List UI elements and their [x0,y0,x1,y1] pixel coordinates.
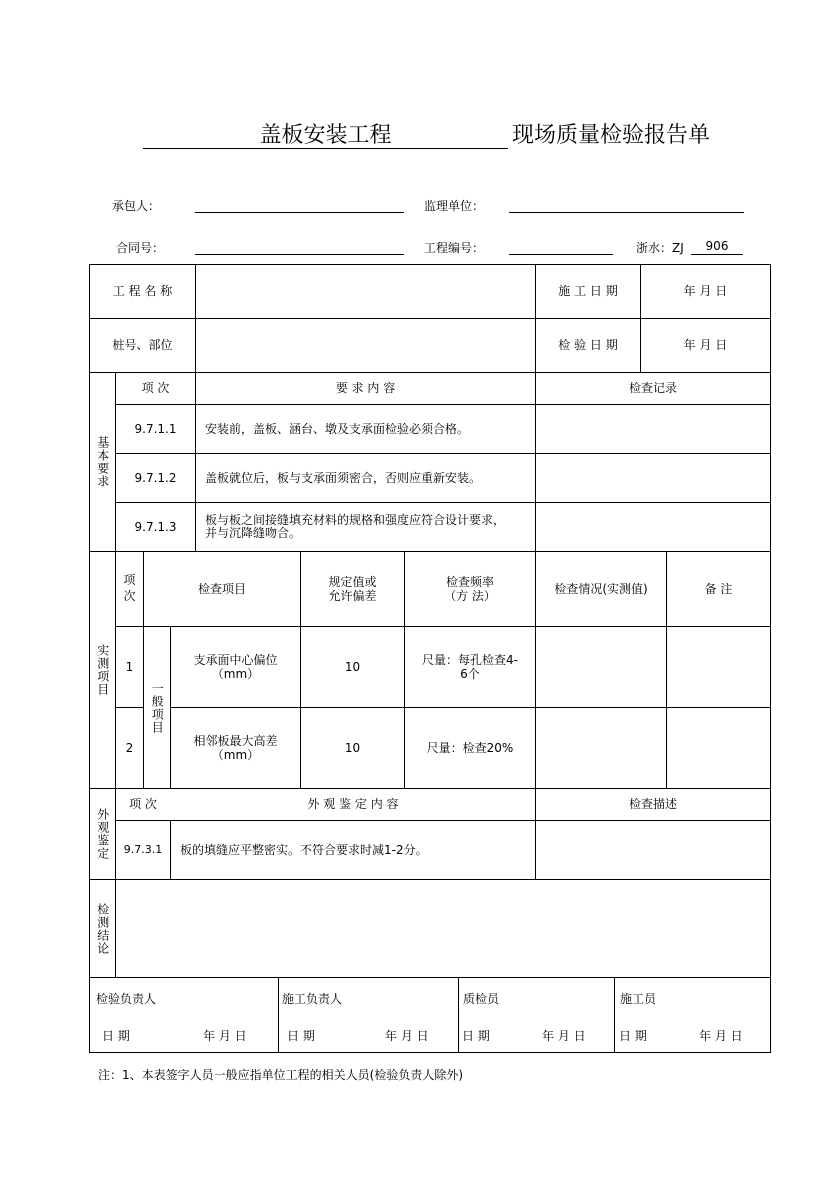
basic-row-text: 盖板就位后，板与支承面须密合，否则应重新安装。 [205,470,482,485]
form-number-underline [691,254,743,255]
measured-row-result[interactable] [536,627,666,707]
basic-col-record: 检查记录 [628,381,677,396]
constructor-date-value[interactable]: 年 月 日 [385,1029,429,1043]
appearance-row-text: 板的填缝应平整密实。不符合要求时减1-2分。 [180,842,428,857]
measured-col-result: 检查情况(实测值) [554,581,648,596]
basic-row-text: 安装前，盖板、涵台、墩及支承面检验必须合格。 [205,421,470,436]
appearance-section-label: 外观鉴定 [95,808,110,860]
conclusion-value[interactable] [116,880,770,977]
measured-row-item: 支承面中心偏位（mm） [193,652,278,681]
project-no-label: 工程编号： [424,241,485,255]
quality-date-label: 日 期 [462,1029,490,1043]
appearance-col-desc: 检查描述 [628,797,677,812]
measured-col-item: 项次 [123,573,136,603]
title-report: 现场质量检验报告单 [512,123,711,148]
constructor-label: 施工负责人 [282,992,343,1006]
measured-row-limit: 10 [344,740,361,755]
basic-col-item: 项 次 [141,381,170,396]
basic-row-record[interactable] [536,454,770,502]
constructor-date-label: 日 期 [287,1029,315,1043]
project-name-label: 工 程 名 称 [112,284,173,299]
start-date-value[interactable]: 年 月 日 [683,284,728,299]
basic-row-code: 9.7.1.1 [134,421,177,436]
basic-row-code: 9.7.1.2 [134,470,177,485]
inspector-date-label: 日 期 [102,1029,130,1043]
project-name-value[interactable] [196,265,535,318]
footnote: 注：1、本表签字人员一般应指单位工程的相关人员(检验负责人除外) [98,1068,464,1082]
basic-row-text: 板与板之间接缝填充材料的规格和强度应符合设计要求，并与沉降缝吻合。 [205,512,506,540]
inspector-date-value[interactable]: 年 月 日 [203,1029,247,1043]
measured-col-freq: 检查频率（方 法） [444,574,496,603]
measured-row-no: 2 [125,740,134,755]
supervisor-label: 监理单位： [424,199,485,213]
basic-section-label: 基本要求 [95,436,110,488]
contractor-label: 承包人： [112,199,161,213]
basic-col-content: 要 求 内 容 [335,381,396,396]
measured-col-note: 备 注 [704,581,733,596]
supervisor-field[interactable] [509,212,744,213]
appearance-col-content: 外 观 鉴 定 内 容 [307,797,399,812]
measured-group-label: 一般项目 [150,681,165,734]
form-number: 906 [705,239,729,253]
inspector-label: 检验负责人 [96,992,157,1006]
station-label: 桩号、部位 [112,338,173,353]
inspect-date-value[interactable]: 年 月 日 [683,338,728,353]
measured-col-limit: 规定值或允许偏差 [328,574,377,603]
contractor-field[interactable] [195,212,404,213]
measured-row-result[interactable] [536,708,666,788]
measured-col-check: 检查项目 [197,581,246,596]
measured-row-note[interactable] [667,627,770,707]
measured-row-freq: 尺量：检查20% [426,740,514,755]
basic-row-record[interactable] [536,405,770,453]
inspect-date-label: 检 验 日 期 [558,338,618,353]
measured-row-freq: 尺量：每孔检查4-6个 [422,652,518,681]
basic-row-record[interactable] [536,503,770,551]
appearance-row-code: 9.7.3.1 [123,843,163,857]
conclusion-section-label: 检测结论 [95,902,110,955]
worker-label: 施工员 [620,992,657,1006]
station-value[interactable] [196,319,535,372]
measured-section-label: 实测项目 [95,644,110,696]
contract-no-field[interactable] [195,254,404,255]
contract-no-label: 合同号： [116,241,165,255]
measured-row-no: 1 [125,659,134,674]
project-no-field[interactable] [509,254,613,255]
quality-date-value[interactable]: 年 月 日 [542,1029,586,1043]
start-date-label: 施 工 日 期 [558,284,618,299]
appearance-col-item: 项 次 [129,797,157,812]
measured-row-note[interactable] [667,708,770,788]
measured-row-item: 相邻板最大高差（mm） [193,733,278,762]
title-underline [143,148,508,149]
title-project: 盖板安装工程 [259,123,392,148]
measured-row-limit: 10 [344,659,361,674]
appearance-row-desc[interactable] [536,821,770,879]
quality-label: 质检员 [463,992,500,1006]
worker-date-value[interactable]: 年 月 日 [699,1029,743,1043]
worker-date-label: 日 期 [619,1029,647,1043]
form-prefix: 浙水：ZJ [636,241,684,255]
basic-row-code: 9.7.1.3 [134,519,177,534]
